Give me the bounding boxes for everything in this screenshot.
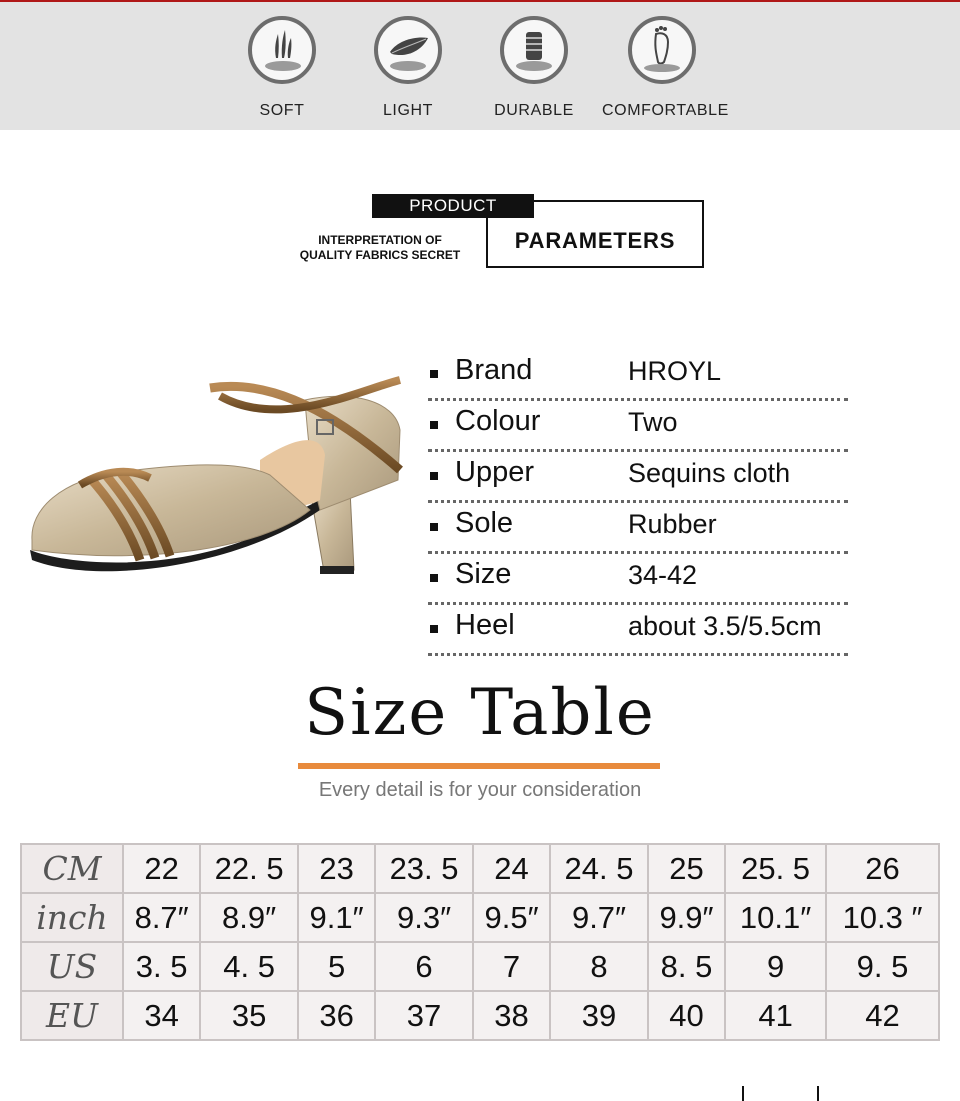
- table-cell: 7: [473, 942, 550, 991]
- table-cell: 9: [725, 942, 826, 991]
- shoe-image: [20, 360, 410, 590]
- table-cell: 9.5″: [473, 893, 550, 942]
- header-subtitle: [290, 233, 470, 263]
- param-row-colour: [428, 401, 848, 452]
- bullet-icon: [430, 370, 438, 378]
- bullet-icon: [430, 625, 438, 633]
- param-row-sole: [428, 503, 848, 554]
- table-cell: 4. 5: [200, 942, 298, 991]
- table-cell: 9.7″: [550, 893, 648, 942]
- feature-durable: [474, 16, 594, 120]
- bullet-icon: [430, 574, 438, 582]
- param-row-size: [428, 554, 848, 605]
- feature-label: SOFT: [259, 102, 305, 119]
- table-cell: 9.1″: [298, 893, 375, 942]
- param-key: Upper: [455, 456, 534, 488]
- parameters-title: PARAMETERS: [514, 228, 676, 253]
- table-cell: 10.1″: [725, 893, 826, 942]
- table-cell: 9.3″: [375, 893, 473, 942]
- feature-light: [348, 16, 468, 120]
- table-cell: 6: [375, 942, 473, 991]
- table-cell: 26: [826, 844, 939, 893]
- table-cell: 8.7″: [123, 893, 200, 942]
- table-cell: 42: [826, 991, 939, 1040]
- table-cell: 23. 5: [375, 844, 473, 893]
- feature-label: DURABLE: [494, 102, 574, 119]
- table-cell: 9. 5: [826, 942, 939, 991]
- param-value: HROYL: [628, 356, 722, 386]
- param-row-brand: [428, 350, 848, 401]
- feature-comfortable: [602, 16, 729, 120]
- table-cell: 8. 5: [648, 942, 725, 991]
- header-subtitle-line1: INTERPRETATION OF: [318, 233, 442, 247]
- bullet-icon: [430, 523, 438, 531]
- table-cell: 8: [550, 942, 648, 991]
- comfortable-icon: [628, 16, 696, 84]
- bullet-icon: [430, 472, 438, 480]
- table-cell: 24. 5: [550, 844, 648, 893]
- param-value: Sequins cloth: [628, 458, 791, 488]
- table-row: [21, 991, 939, 1040]
- table-cell: 22. 5: [200, 844, 298, 893]
- table-cell: 36: [298, 991, 375, 1040]
- table-cell: 35: [200, 991, 298, 1040]
- param-value: Two: [628, 407, 678, 437]
- param-key: Heel: [455, 609, 515, 641]
- table-cell: 3. 5: [123, 942, 200, 991]
- table-cell: 37: [375, 991, 473, 1040]
- features-band: [0, 0, 960, 130]
- table-cell: 40: [648, 991, 725, 1040]
- param-key: Brand: [455, 354, 533, 386]
- size-table-title: Size Table: [304, 676, 656, 750]
- light-icon: [374, 16, 442, 84]
- bullet-icon: [430, 421, 438, 429]
- param-value: about 3.5/5.5cm: [628, 611, 822, 641]
- size-table: [20, 843, 940, 1041]
- table-cell: 38: [473, 991, 550, 1040]
- table-cell: 22: [123, 844, 200, 893]
- feature-label: LIGHT: [382, 102, 434, 119]
- param-row-heel: [428, 605, 848, 656]
- header-subtitle-line2: QUALITY FABRICS SECRET: [299, 248, 461, 262]
- table-cell: 24: [473, 844, 550, 893]
- table-row: [21, 893, 939, 942]
- feature-label: COMFORTABLE: [602, 102, 729, 119]
- param-key: Colour: [455, 405, 541, 437]
- row-header: inch: [21, 893, 123, 942]
- table-cell: 25. 5: [725, 844, 826, 893]
- param-value: 34-42: [628, 560, 698, 590]
- table-cell: 34: [123, 991, 200, 1040]
- table-cell: 10.3 ″: [826, 893, 939, 942]
- durable-icon: [500, 16, 568, 84]
- soft-icon: [248, 16, 316, 84]
- param-key: Size: [455, 558, 512, 590]
- top-accent-line: [0, 0, 960, 2]
- table-row: [21, 942, 939, 991]
- table-cell: 23: [298, 844, 375, 893]
- row-header: EU: [21, 991, 123, 1040]
- param-key: Sole: [455, 507, 514, 539]
- row-header: CM: [21, 844, 123, 893]
- table-cell: 39: [550, 991, 648, 1040]
- param-row-upper: [428, 452, 848, 503]
- cropped-graphic: [740, 1086, 820, 1101]
- table-cell: 9.9″: [648, 893, 725, 942]
- feature-soft: [222, 16, 342, 120]
- parameter-list: [428, 350, 848, 656]
- row-header: US: [21, 942, 123, 991]
- table-row: [21, 844, 939, 893]
- table-cell: 41: [725, 991, 826, 1040]
- product-label: PRODUCT: [372, 194, 534, 218]
- title-underline: [298, 763, 660, 769]
- table-cell: 5: [298, 942, 375, 991]
- size-table-subtitle: Every detail is for your consideration: [318, 779, 642, 801]
- table-cell: 8.9″: [200, 893, 298, 942]
- param-value: Rubber: [628, 509, 717, 539]
- table-cell: 25: [648, 844, 725, 893]
